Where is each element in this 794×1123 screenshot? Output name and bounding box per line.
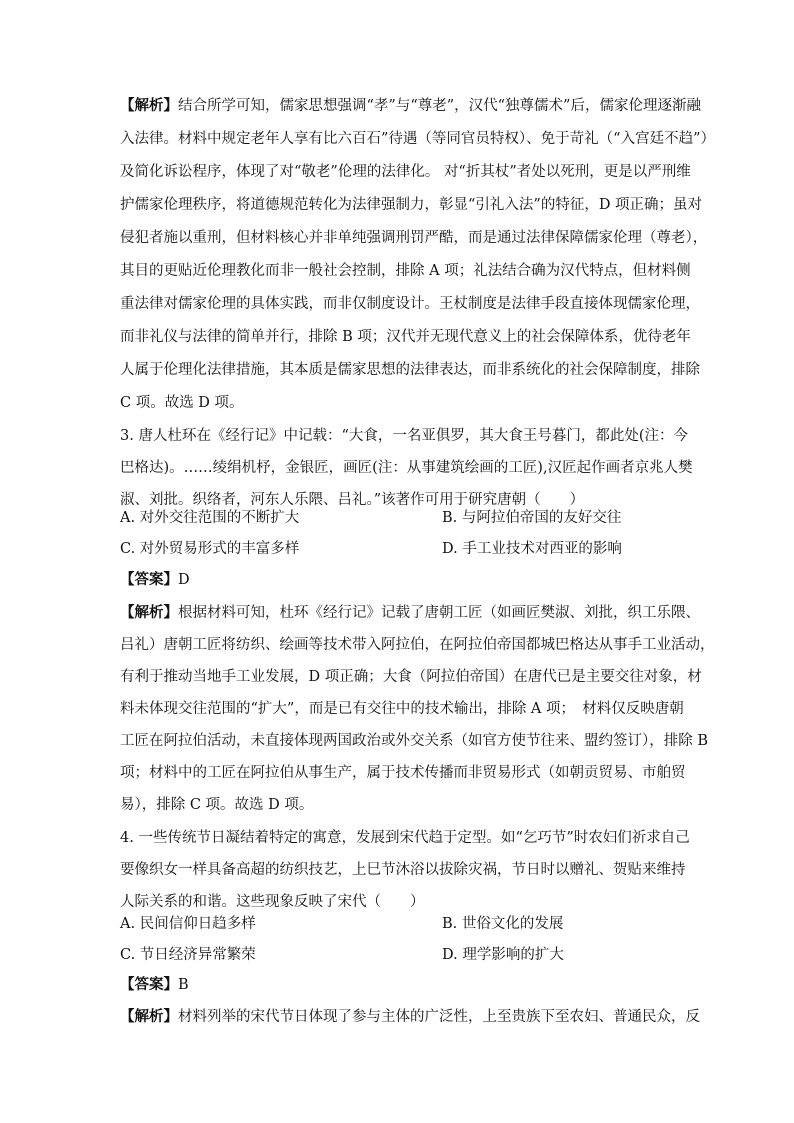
question-4-option-b: B. 世俗文化的发展: [442, 916, 564, 932]
question-3-option-a: A. 对外交往范围的不断扩大: [120, 510, 300, 526]
question-4-option-c: C. 节日经济异常繁荣: [120, 947, 256, 963]
question-4-option-a: A. 民间信仰日趋多样: [120, 916, 256, 932]
analysis-tag: 【解析】: [120, 604, 178, 621]
question-4-analysis: [120, 1007, 700, 1027]
question-3-answer: [120, 570, 190, 590]
question-3-analysis: 项；材料中的工匠在阿拉伯从事生产，属于技术传播而非贸易形式（如朝贡贸易、市舶贸: [120, 765, 686, 781]
analysis-text: 材料列举的宋代节日体现了参与主体的广泛性，上至贵族下至农妇、普通民众，反: [178, 1009, 700, 1025]
answer-tag: 【答案】: [120, 976, 178, 993]
question-3-analysis: 工匠在阿拉伯活动，未直接体现两国政治或外交关系（如官方使节往来、盟约签订），排除 B: [120, 733, 709, 749]
question-3-analysis: 易），排除 C 项。故选 D 项。: [120, 797, 314, 813]
analysis-line: 其目的更贴近伦理教化而非一般社会控制，排除 A 项；礼法结合确为汉代特点，但材料侧: [120, 263, 691, 279]
answer-value: B: [178, 977, 189, 993]
analysis-line: [120, 96, 701, 116]
answer-tag: 【答案】: [120, 571, 178, 588]
analysis-line: 及简化诉讼程序，体现了对“敬老”伦理的法律化。 对“折其杖”者处以死刑，更是以严刑维: [120, 164, 691, 180]
question-3-option-d: D. 手工业技术对西亚的影响: [442, 541, 622, 557]
analysis-line: 重法律对儒家伦理的具体实践，而非仅制度设计。王杖制度是法律手段直接体现儒家伦理，: [120, 296, 700, 312]
analysis-tag: 【解析】: [120, 97, 178, 114]
analysis-line: 入法律。材料中规定老年人享有比六百石”待遇（等同官员特权）、免于苛礼（“入宫廷不趋”）: [120, 131, 715, 147]
question-4-stem: 4. 一些传统节日凝结着特定的寓意，发展到宋代趋于定型。如“乞巧节”时农妇们祈求自己: [120, 830, 690, 846]
question-3-option-c: C. 对外贸易形式的丰富多样: [120, 541, 300, 557]
analysis-text: 根据材料可知，杜环《经行记》记载了唐朝工匠（如画匠樊淑、刘批，织工乐隈、: [178, 605, 700, 621]
analysis-line: 侵犯者施以重刑，但材料核心并非单纯强调刑罚严酷，而是通过法律保障儒家伦理（尊老），: [120, 230, 708, 246]
analysis-text: 结合所学可知，儒家思想强调“孝”与“尊老”，汉代“独尊儒术”后，儒家伦理逐渐融: [178, 98, 701, 114]
question-3-analysis: [120, 603, 700, 623]
question-3-stem: 巴格达)。……绫绢机杼，金银匠，画匠(注：从事建筑绘画的工匠),汉匠起作画者京兆人樊: [120, 460, 693, 476]
question-3-analysis: 料未体现交往范围的“扩大”，而是已有交往中的技术输出，排除 A 项； 材料仅反映唐朝: [120, 701, 684, 717]
question-4-stem: 人际关系的和谐。这些现象反映了宋代（ ）: [120, 894, 425, 910]
question-4-answer: [120, 975, 189, 995]
question-3-analysis: 有利于推动当地手工业发展，D 项正确；大食（阿拉伯帝国）在唐代已是主要交往对象，材: [120, 669, 702, 685]
analysis-line: 人属于伦理化法律措施，其本质是儒家思想的法律表达，而非系统化的社会保障制度，排除: [120, 362, 700, 378]
question-4-stem: 要像织女一样具备高超的纺织技艺，上巳节沐浴以拔除灾祸，节日时以赠礼、贺贴来维持: [120, 862, 686, 878]
question-3-stem: 淑、刘批。织络者，河东人乐隈、吕礼。”该著作可用于研究唐朝（ ）: [120, 492, 585, 508]
analysis-tag: 【解析】: [120, 1008, 178, 1025]
analysis-line: C 项。故选 D 项。: [120, 395, 244, 411]
question-3-stem: 3. 唐人杜环在《经行记》中记载：“大食，一名亚俱罗，其大食王号暮门，都此处(注：今: [120, 428, 689, 444]
question-3-option-b: B. 与阿拉伯帝国的友好交往: [442, 510, 622, 526]
answer-value: D: [178, 572, 190, 588]
analysis-line: 而非礼仪与法律的简单并行，排除 B 项；汉代并无现代意义上的社会保障体系，优待老年: [120, 329, 691, 345]
analysis-line: 护儒家伦理秩序，将道德规范转化为法律强制力，彰显“引礼入法”的特征，D 项正确；虽对: [120, 197, 703, 213]
question-4-option-d: D. 理学影响的扩大: [442, 947, 564, 963]
question-3-analysis: 吕礼）唐朝工匠将纺织、绘画等技术带入阿拉伯，在阿拉伯帝国都城巴格达从事手工业活动，: [120, 637, 715, 653]
